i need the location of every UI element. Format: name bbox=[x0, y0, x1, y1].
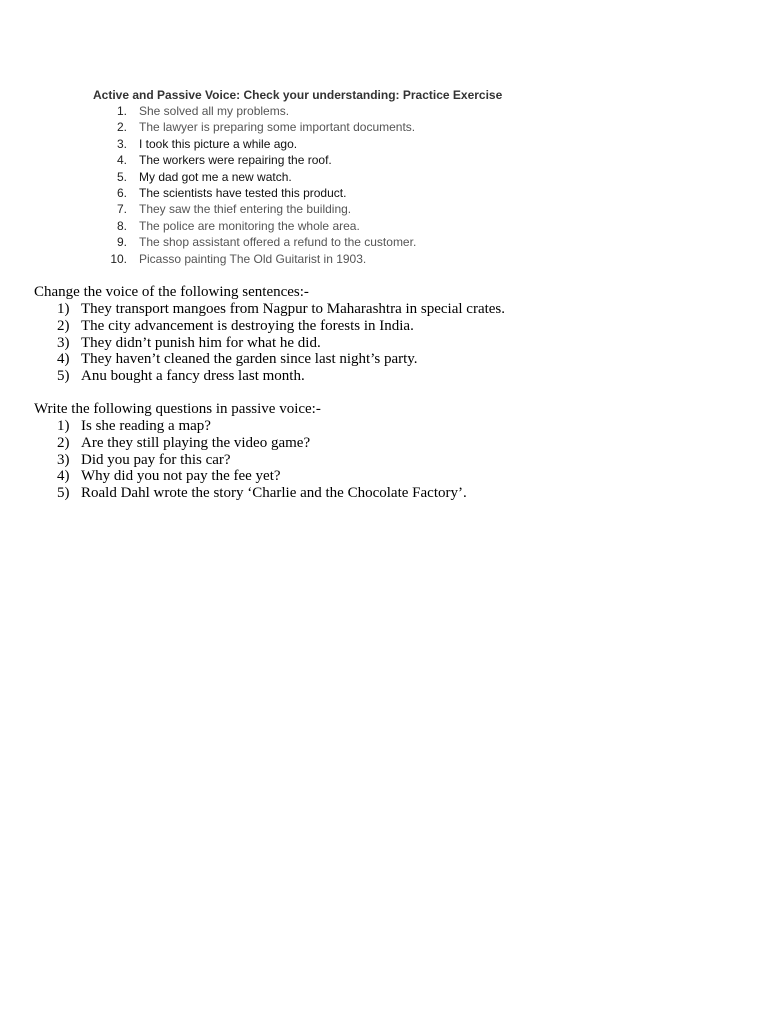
list-item-number: 5) bbox=[57, 485, 70, 502]
exercise-item-text: She solved all my problems. bbox=[139, 104, 290, 118]
list-item bbox=[34, 435, 321, 452]
exercise-item-text: The shop assistant offered a refund to the customer. bbox=[139, 235, 417, 250]
list-item-text: Why did you not pay the fee yet? bbox=[81, 468, 281, 485]
exercise-item-number: 6. bbox=[116, 185, 127, 200]
list-item-number: 4) bbox=[57, 351, 70, 368]
exercise-item-number: 3. bbox=[116, 136, 127, 151]
list-item-number: 1) bbox=[57, 418, 70, 434]
list-item bbox=[34, 485, 467, 502]
exercise-item-text: My dad got me a new watch. bbox=[139, 169, 292, 184]
exercise-item-text: The scientists have tested this product. bbox=[139, 185, 347, 200]
change-voice-section bbox=[34, 284, 506, 385]
exercise-item-number: 10. bbox=[110, 251, 127, 266]
exercise-item-number: 5. bbox=[116, 169, 127, 184]
list-item bbox=[34, 468, 321, 485]
list-item bbox=[34, 418, 321, 435]
exercise-item-text: The lawyer is preparing some important documents. bbox=[139, 120, 416, 135]
exercise-item-text: Picasso painting The Old Guitarist in 1903. bbox=[139, 251, 367, 266]
list-item-text: Roald Dahl wrote the story ‘Charlie and the Chocolate Factory’. bbox=[81, 485, 467, 502]
exercise-item-number: 2. bbox=[116, 120, 127, 135]
list-item-number: 1) bbox=[57, 301, 70, 317]
list-item-text: Are they still playing the video game? bbox=[81, 434, 311, 451]
exercise-item-text: I took this picture a while ago. bbox=[139, 136, 298, 151]
list-item-text: Did you pay for this car? bbox=[81, 451, 231, 468]
list-item-text: They didn’t punish him for what he did. bbox=[81, 334, 321, 351]
list-item bbox=[34, 452, 321, 469]
list-item-number: 3) bbox=[57, 334, 70, 351]
change-voice-heading: Change the voice of the following sentences:- bbox=[34, 284, 309, 300]
list-item-number: 5) bbox=[57, 368, 70, 385]
exercise-item-number: 4. bbox=[116, 153, 127, 168]
passive-questions-heading: Write the following questions in passive voice:- bbox=[34, 401, 321, 417]
list-item bbox=[34, 368, 309, 385]
exercise-item-text: The workers were repairing the roof. bbox=[139, 153, 332, 168]
list-item-text: The city advancement is destroying the forests in India. bbox=[81, 317, 414, 334]
list-item-number: 3) bbox=[57, 451, 70, 468]
list-item-number: 2) bbox=[57, 317, 70, 334]
list-item-text: Is she reading a map? bbox=[81, 418, 211, 434]
exercise-item-number: 9. bbox=[116, 235, 127, 250]
exercise-item-number: 7. bbox=[116, 202, 127, 217]
list-item-text: Anu bought a fancy dress last month. bbox=[81, 368, 305, 385]
change-voice-list bbox=[34, 301, 506, 385]
passive-questions-section bbox=[34, 401, 467, 502]
exercise-item-number: 1. bbox=[116, 104, 127, 118]
list-item bbox=[34, 301, 506, 318]
exercise-item-text: The police are monitoring the whole area. bbox=[139, 218, 360, 233]
list-item-text: They haven’t cleaned the garden since last night’s party. bbox=[81, 351, 418, 368]
exercise-item-text: They saw the thief entering the building. bbox=[139, 202, 352, 217]
list-item bbox=[34, 317, 414, 335]
passive-questions-list bbox=[34, 418, 467, 502]
exercise-title: Active and Passive Voice: Check your understanding: Practice Exercise bbox=[93, 88, 503, 102]
list-item-text: They transport mangoes from Nagpur to Maharashtra in special crates. bbox=[81, 301, 506, 317]
list-item bbox=[34, 334, 321, 352]
list-item-number: 4) bbox=[57, 468, 70, 485]
list-item-number: 2) bbox=[57, 434, 70, 451]
exercise-item-number: 8. bbox=[116, 218, 127, 233]
list-item bbox=[34, 351, 418, 368]
